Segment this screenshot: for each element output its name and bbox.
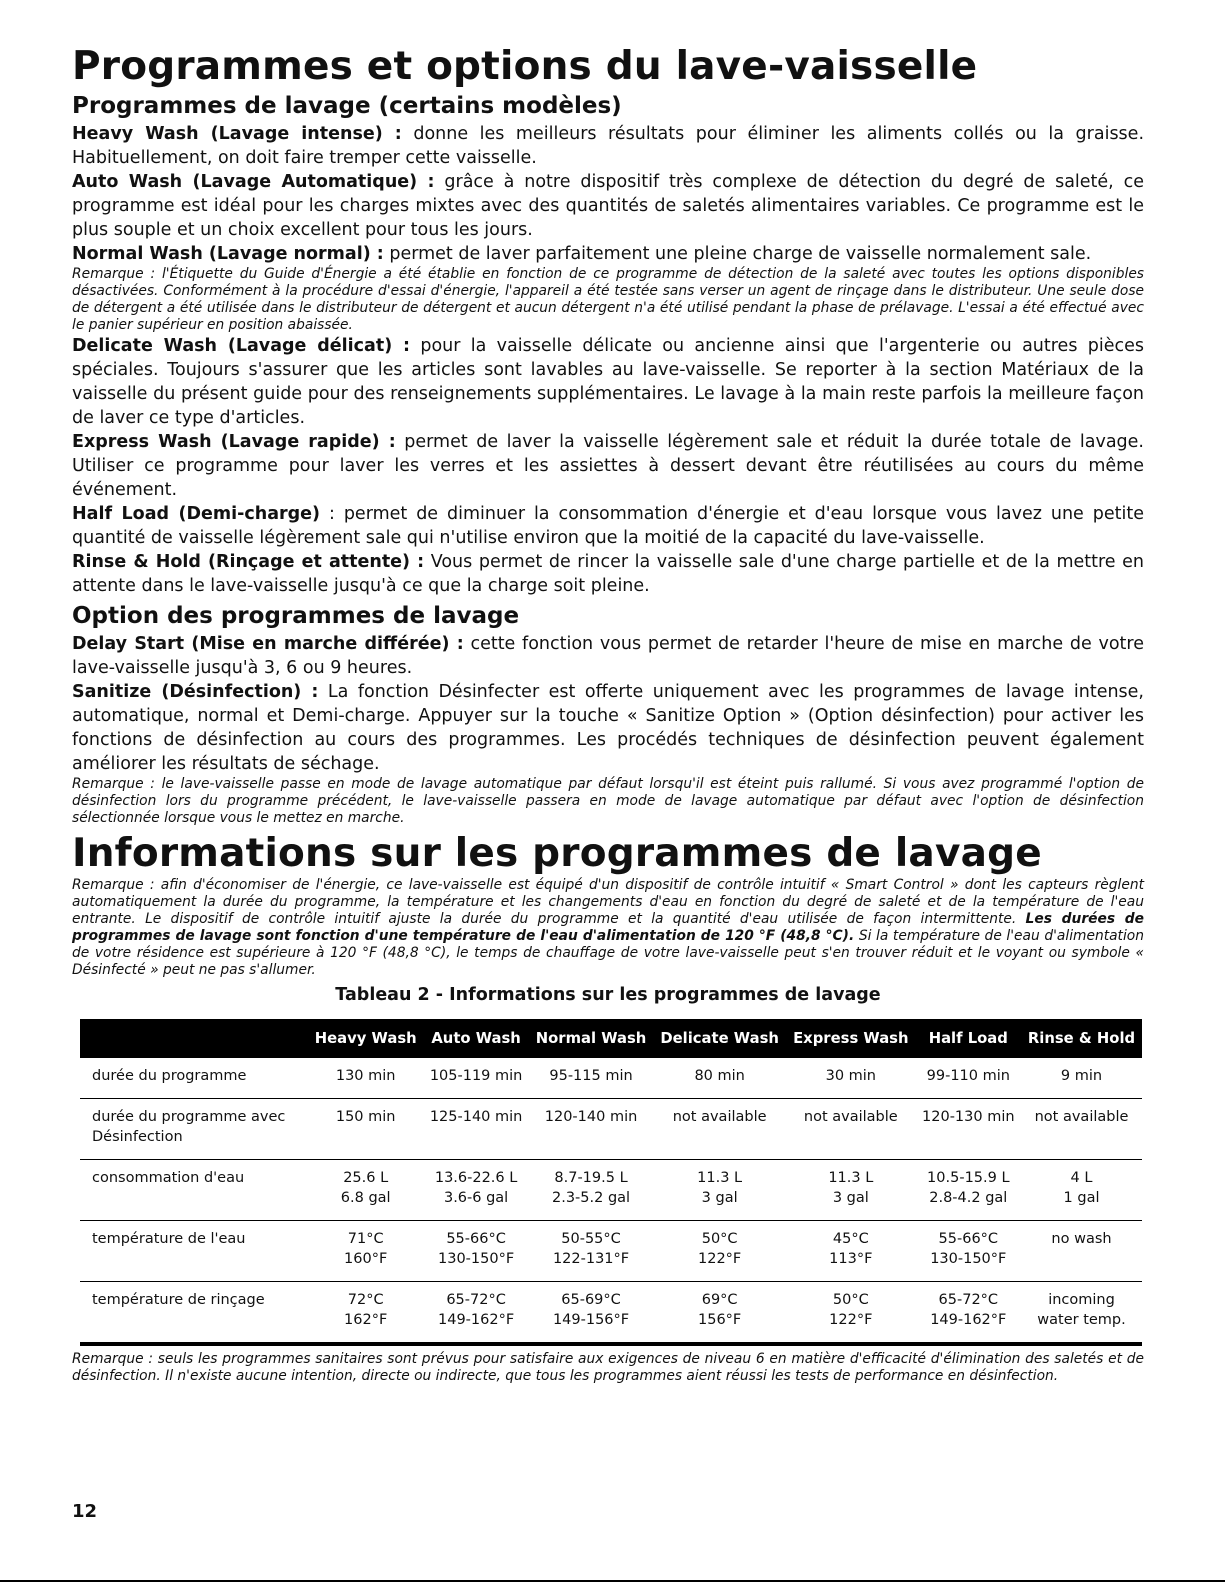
cell-line: 149-156°F [552, 1312, 630, 1328]
wash-programs-list-a [72, 122, 1144, 266]
cell-line: 25.6 L [343, 1170, 389, 1186]
table-cell [529, 1099, 653, 1160]
cell-line: 125-140 min [429, 1109, 523, 1125]
cell-line: 65-72°C [938, 1292, 999, 1308]
sanitize-note: Remarque : le lave-vaisselle passe en mode de lavage automatique par défaut lorsqu'il est éteint puis rallumé. Si vous avez programmé l'option de désinfection lors du programme précédent, le lave-vaisselle passera en mode de lavage automatique par défaut avec l'option de désinfection sélectionnée lorsque vous le mettez en marche. [72, 776, 1144, 826]
program-name: Heavy Wash (Lavage intense) : [72, 124, 402, 144]
cell-line: 149-162°F [930, 1312, 1007, 1328]
row-label: température de l'eau [80, 1221, 308, 1282]
table-row [80, 1221, 1142, 1282]
program-info-table [80, 1019, 1142, 1346]
program-name: Rinse & Hold (Rinçage et attente) : [72, 552, 425, 572]
cell-line: 122-131°F [552, 1251, 630, 1267]
table-header-cell: Normal Wash [529, 1019, 653, 1058]
sanitary-programs-footnote: Remarque : seuls les programmes sanitaires sont prévus pour satisfaire aux exigences de niveau 6 en matière d'efficacité d'élimination des saletés et de désinfection. Il n'existe aucune intention, directe ou indirecte, que tous les programmes aient réussi les tests de performance en désinfection. [72, 1351, 1144, 1384]
cell-line: 130 min [335, 1068, 396, 1084]
cell-line: 95-115 min [549, 1068, 633, 1084]
program-name: Express Wash (Lavage rapide) : [72, 432, 396, 452]
program-description [72, 122, 1144, 170]
program-name: Normal Wash (Lavage normal) : [72, 244, 384, 264]
cell-line: 4 L [1070, 1170, 1093, 1186]
cell-line: 11.3 L [697, 1170, 743, 1186]
cell-line: 122°F [698, 1251, 742, 1267]
program-description [72, 502, 1144, 550]
wash-options-list [72, 632, 1144, 776]
cell-line: 55-66°C [938, 1231, 999, 1247]
cell-line: water temp. [1037, 1312, 1126, 1328]
table-cell [916, 1160, 1021, 1221]
program-name: Auto Wash (Lavage Automatique) : [72, 172, 435, 192]
cell-line: 120-140 min [544, 1109, 638, 1125]
manual-page [72, 44, 1144, 1385]
cell-line: 160°F [344, 1251, 388, 1267]
table-cell [786, 1099, 916, 1160]
table-cell [916, 1221, 1021, 1282]
program-text: Vous permet de rincer la vaisselle sale d'une charge partielle et de la mettre en attente dans le lave-vaisselle jusqu'à ce que la charge soit pleine. [72, 552, 1144, 596]
program-text: cette fonction vous permet de retarder l'heure de mise en marche de votre lave-vaisselle jusqu'à 3, 6 ou 9 heures. [72, 634, 1144, 678]
cell-line: 69°C [701, 1292, 738, 1308]
table-cell [308, 1099, 423, 1160]
table-cell [423, 1160, 528, 1221]
table-cell [1021, 1160, 1142, 1221]
row-label: température de rinçage [80, 1282, 308, 1345]
table-cell [1021, 1221, 1142, 1282]
table-body [80, 1058, 1142, 1344]
cell-line: 2.3-5.2 gal [551, 1190, 631, 1206]
table-header-cell: Half Load [916, 1019, 1021, 1058]
program-name: Delay Start (Mise en marche différée) : [72, 634, 464, 654]
table-cell [529, 1282, 653, 1345]
cell-line: 122°F [829, 1312, 873, 1328]
table-cell [653, 1160, 786, 1221]
program-description [72, 550, 1144, 598]
cell-line: incoming [1048, 1292, 1115, 1308]
program-name: Half Load (Demi-charge) [72, 504, 321, 524]
program-description [72, 430, 1144, 502]
cell-line: 120-130 min [922, 1109, 1015, 1125]
cell-line: 71°C [347, 1231, 384, 1247]
cell-line: 130-150°F [438, 1251, 515, 1267]
table-cell [529, 1160, 653, 1221]
table-cell [916, 1099, 1021, 1160]
table-cell [786, 1221, 916, 1282]
program-text: pour la vaisselle délicate ou ancienne ainsi que l'argenterie ou autres pièces spéciales. Toujours s'assurer que les articles sont lavables au lave-vaisselle. Se reporter à la section Matériaux de la vaisselle du présent guide pour des renseignements supplémentaires. Le lavage à la main reste parfois la meilleure façon de laver ce type d'articles. [72, 336, 1144, 428]
section-heading-wash-options: Option des programmes de lavage [72, 603, 520, 629]
cell-line: not available [1034, 1109, 1129, 1125]
program-name: Sanitize (Désinfection) : [72, 682, 319, 702]
table-cell [423, 1099, 528, 1160]
table-cell [529, 1221, 653, 1282]
cell-line: 80 min [694, 1068, 745, 1084]
table-cell [786, 1282, 916, 1345]
table-cell [308, 1058, 423, 1099]
table-cell [1021, 1282, 1142, 1345]
table-header-cell: Auto Wash [423, 1019, 528, 1058]
cell-line: 150 min [335, 1109, 396, 1125]
smart-control-note-part2: Si la température de l'eau d'alimentation de votre résidence est supérieure à 120 °F (48,8 °C), le temps de chauffage de votre lave-vaisselle peut s'en trouver réduit et le voyant ou symbole « Désinfecté » peut ne pas s'allumer. [72, 928, 1144, 978]
cell-line: 6.8 gal [340, 1190, 391, 1206]
table-cell [786, 1160, 916, 1221]
program-description [72, 334, 1144, 430]
cell-line: 2.8-4.2 gal [929, 1190, 1008, 1206]
smart-control-note [72, 877, 1144, 979]
cell-line: 3 gal [701, 1190, 738, 1206]
table-cell [308, 1221, 423, 1282]
cell-line: no wash [1051, 1231, 1112, 1247]
cell-line: 130-150°F [930, 1251, 1007, 1267]
table-cell [653, 1282, 786, 1345]
page-number: 12 [72, 1501, 98, 1522]
row-label: durée du programme avec Désinfection [80, 1099, 308, 1160]
smart-control-note-part1: Remarque : afin d'économiser de l'énergie, ce lave-vaisselle est équipé d'un dispositif de contrôle intuitif « Smart Control » dont les capteurs règlent automatiquement la durée du programme, la température et les changements d'eau en fonction du degré de saleté et de la température de l'eau entrante. Le dispositif de contrôle intuitif ajuste la durée du programme et la quantité d'eau utilisée de façon intermittente. [72, 877, 1144, 927]
table-caption: Tableau 2 - Informations sur les programmes de lavage [335, 985, 881, 1005]
cell-line: 65-69°C [561, 1292, 621, 1308]
table-header-cell [80, 1019, 308, 1058]
cell-line: 156°F [698, 1312, 742, 1328]
table-row [80, 1282, 1142, 1345]
page-title: Programmes et options du lave-vaisselle [72, 44, 978, 89]
table-cell [653, 1099, 786, 1160]
cell-line: 10.5-15.9 L [927, 1170, 1010, 1186]
program-text: grâce à notre dispositif très complexe de détection du degré de saleté, ce programme est idéal pour les charges mixtes avec des quantités de saletés alimentaires variables. Ce programme est le plus souple et un choix excellent pour tous les jours. [72, 172, 1144, 240]
section-heading-wash-programs: Programmes de lavage (certains modèles) [72, 93, 622, 119]
cell-line: 99-110 min [926, 1068, 1010, 1084]
cell-line: 8.7-19.5 L [554, 1170, 628, 1186]
table-row [80, 1099, 1142, 1160]
table-header-row [80, 1019, 1142, 1058]
table-cell [423, 1221, 528, 1282]
cell-line: not available [803, 1109, 898, 1125]
table-header-cell: Express Wash [786, 1019, 916, 1058]
table-cell [653, 1221, 786, 1282]
cell-line: 105-119 min [429, 1068, 523, 1084]
table-cell [653, 1058, 786, 1099]
program-text: permet de laver parfaitement une pleine charge de vaisselle normalement sale. [383, 244, 1092, 264]
cell-line: 55-66°C [446, 1231, 506, 1247]
program-text: permet de laver la vaisselle légèrement sale et réduit la durée totale de lavage. Utiliser ce programme pour laver les verres et les assiettes à dessert devant être réutilisées au cours du même événement. [72, 432, 1145, 500]
cell-line: 30 min [825, 1068, 876, 1084]
table-header-cell: Rinse & Hold [1021, 1019, 1142, 1058]
cell-line: 45°C [832, 1231, 869, 1247]
row-label: consommation d'eau [80, 1160, 308, 1221]
table-row [80, 1160, 1142, 1221]
table-cell [916, 1282, 1021, 1345]
program-text: donne les meilleurs résultats pour éliminer les aliments collés ou la graisse. Habituellement, on doit faire tremper cette vaisselle. [72, 124, 1145, 168]
section-title-program-info: Informations sur les programmes de lavage [72, 831, 1042, 876]
table-row [80, 1058, 1142, 1099]
cell-line: 3 gal [832, 1190, 869, 1206]
cell-line: 149-162°F [438, 1312, 515, 1328]
program-name: Delicate Wash (Lavage délicat) : [72, 336, 411, 356]
table-cell [423, 1282, 528, 1345]
cell-line: 50°C [701, 1231, 738, 1247]
table-cell [916, 1058, 1021, 1099]
table-header-cell: Delicate Wash [653, 1019, 786, 1058]
cell-line: 65-72°C [446, 1292, 506, 1308]
energy-guide-note: Remarque : l'Étiquette du Guide d'Énergie a été établie en fonction de ce programme de détection de la saleté avec toutes les options disponibles désactivées. Conformément à la procédure d'essai d'énergie, l'appareil a été testée sans verser un agent de rinçage dans le distributeur. Une seule dose de détergent a été utilisée dans le distributeur de détergent et aucun détergent n'a été utilisé pendant la phase de prélavage. L'essai a été effectué avec le panier supérieur en position abaissée. [72, 266, 1144, 333]
program-text: La fonction Désinfecter est offerte uniquement avec les programmes de lavage intense, automatique, normal et Demi-charge. Appuyer sur la touche « Sanitize Option » (Option désinfection) pour activer les fonctions de désinfection au cours des programmes. Les procédés techniques de désinfection peuvent également améliorer les résultats de séchage. [72, 682, 1144, 774]
program-description [72, 170, 1144, 242]
table-cell [308, 1160, 423, 1221]
table-header-cell: Heavy Wash [308, 1019, 423, 1058]
smart-control-note-bold: Les durées de programmes de lavage sont fonction d'une température de l'eau d'alimentation de 120 °F (48,8 °C). [72, 911, 1144, 944]
table-cell [423, 1058, 528, 1099]
program-text: : permet de diminuer la consommation d'énergie et d'eau lorsque vous lavez une petite quantité de vaisselle légèrement sale qui n'utilise environ que la moitié de la capacité du lave-vaisselle. [72, 504, 1144, 548]
cell-line: 3.6-6 gal [443, 1190, 509, 1206]
table-cell [786, 1058, 916, 1099]
cell-line: 113°F [829, 1251, 873, 1267]
cell-line: 162°F [344, 1312, 388, 1328]
program-description [72, 680, 1144, 776]
table-cell [1021, 1099, 1142, 1160]
wash-programs-list-b [72, 334, 1144, 598]
cell-line: 9 min [1060, 1068, 1103, 1084]
table-cell [529, 1058, 653, 1099]
program-description [72, 242, 1144, 266]
cell-line: 11.3 L [828, 1170, 874, 1186]
table-cell [308, 1282, 423, 1345]
table-cell [1021, 1058, 1142, 1099]
cell-line: 50°C [832, 1292, 869, 1308]
row-label: durée du programme [80, 1058, 308, 1099]
cell-line: 1 gal [1063, 1190, 1100, 1206]
cell-line: 50-55°C [561, 1231, 621, 1247]
cell-line: 72°C [347, 1292, 384, 1308]
page-bottom-rule [0, 1580, 1225, 1582]
program-description [72, 632, 1144, 680]
cell-line: not available [672, 1109, 767, 1125]
cell-line: 13.6-22.6 L [434, 1170, 518, 1186]
